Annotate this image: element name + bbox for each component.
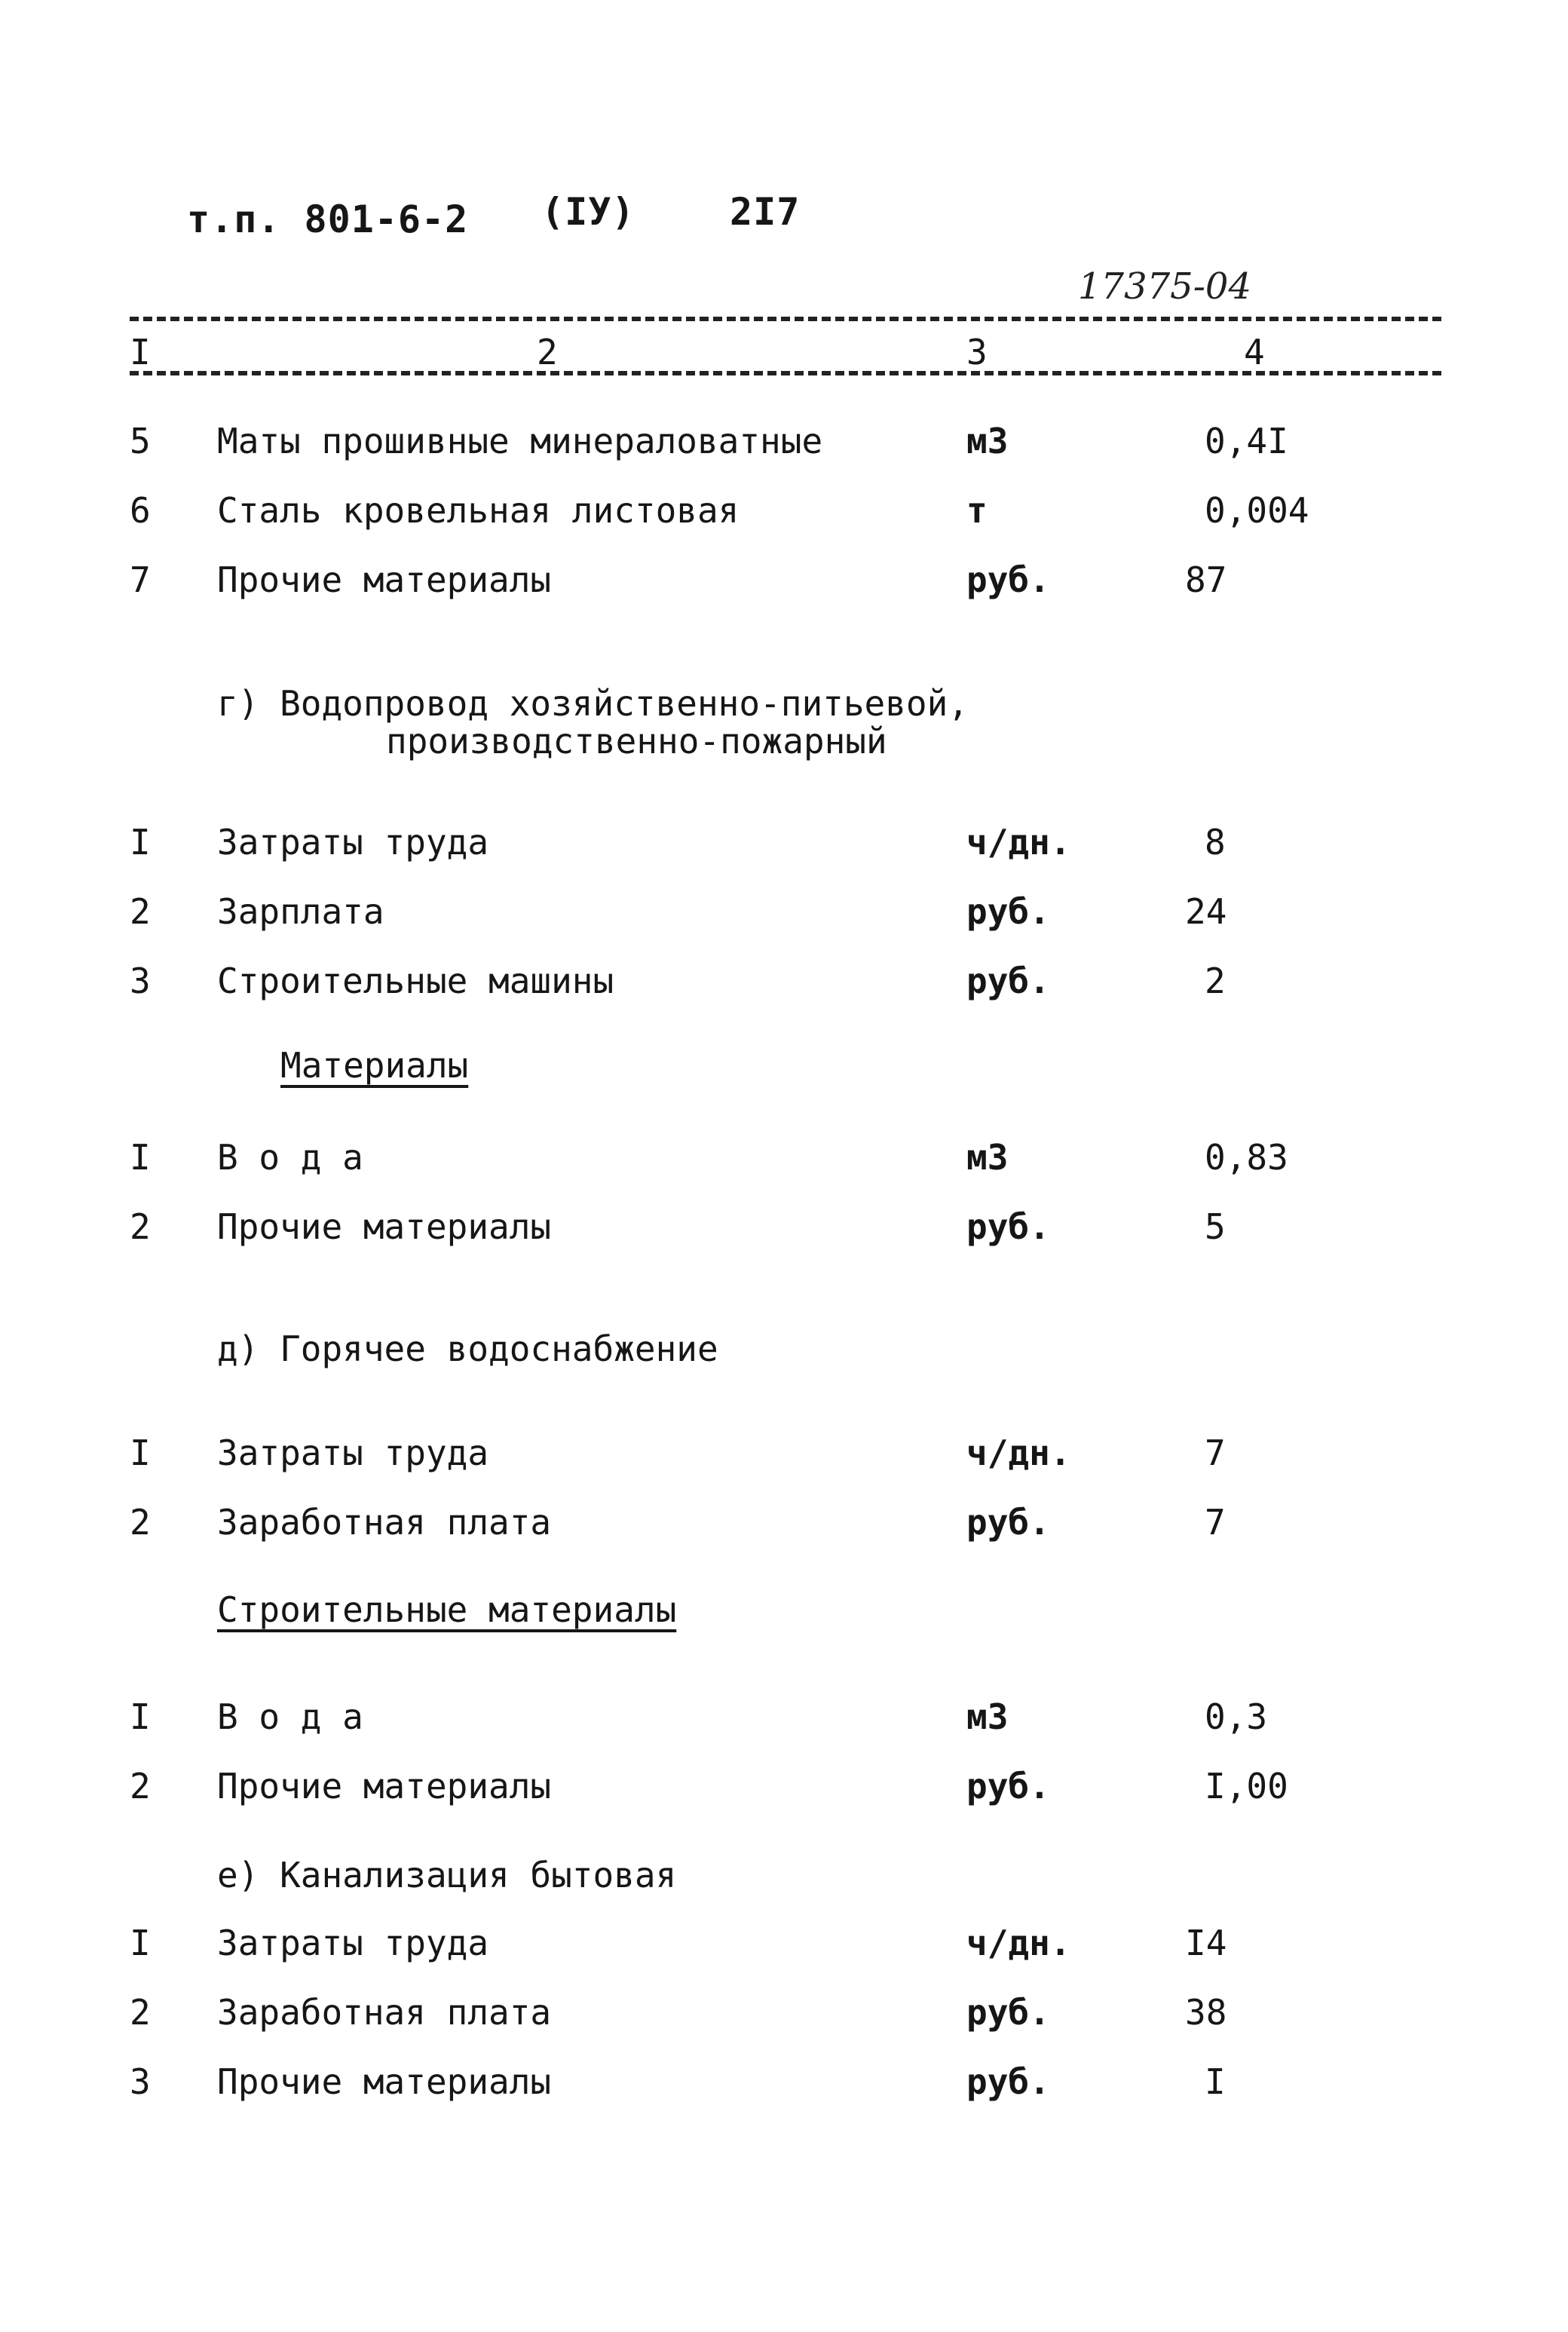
table-row [0,891,1568,944]
row-unit: руб. [966,1206,1050,1247]
row-unit: руб. [966,961,1050,1001]
table-row [0,1992,1568,2045]
doc-reference: т.п. 801-6-2 [187,198,469,241]
row-name: Затраты труда [217,1923,489,1963]
column-number-3: 3 [966,332,988,372]
row-name: В о д а [217,1137,363,1178]
row-name: Затраты труда [217,822,489,863]
row-unit: руб. [966,1992,1050,2033]
row-value: I [1205,2061,1226,2102]
table-row [0,1137,1568,1190]
row-unit: руб. [966,2061,1050,2102]
row-unit: руб. [966,559,1050,600]
row-unit: м3 [966,1696,1009,1737]
row-value: 7 [1205,1502,1226,1543]
column-number-1: I [130,332,151,372]
row-name: Прочие материалы [217,1766,552,1806]
row-number: 3 [130,2061,151,2102]
row-number: I [130,1433,151,1473]
row-unit: м3 [966,421,1009,461]
row-unit: ч/дн. [966,1923,1071,1963]
table-row [0,490,1568,543]
row-value: I4 [1185,1923,1227,1963]
row-unit: руб. [966,1502,1050,1543]
row-unit: руб. [966,1766,1050,1806]
row-number: 2 [130,891,151,932]
row-name: Заработная плата [217,1992,552,2033]
row-value: 2 [1205,961,1226,1001]
column-number-4: 4 [1244,332,1265,372]
table-row [0,1206,1568,1259]
row-unit: руб. [966,891,1050,932]
row-value: 8 [1205,822,1226,863]
row-name: Прочие материалы [217,2061,552,2102]
section-d-title: д) Горячее водоснабжение [217,1328,718,1369]
section-e-title: е) Канализация бытовая [217,1855,677,1895]
row-number: 2 [130,1206,151,1247]
row-value: 0,004 [1205,490,1309,531]
row-value: 87 [1185,559,1227,600]
row-name: Зарплата [217,891,384,932]
table-row [0,421,1568,473]
column-number-2: 2 [537,332,558,372]
row-value: 0,4I [1205,421,1288,461]
table-row [0,822,1568,875]
row-name: Маты прошивные минераловатные [217,421,823,461]
doc-part: (IУ) [541,190,635,234]
section-g-title-line2: производственно-пожарный [386,721,887,762]
row-number: I [130,1923,151,1963]
table-row [0,1502,1568,1555]
table-row [0,2061,1568,2114]
table-row [0,1766,1568,1819]
row-number: I [130,822,151,863]
section-g-title: г) Водопровод хозяйственно-питьевой, [217,683,969,724]
table-row [0,1923,1568,1975]
row-unit: ч/дн. [966,822,1071,863]
row-number: 3 [130,961,151,1001]
row-value: 24 [1185,891,1227,932]
table-row [0,1696,1568,1749]
row-name: Прочие материалы [217,559,552,600]
row-unit: ч/дн. [966,1433,1071,1473]
row-unit: т [966,490,988,531]
row-unit: м3 [966,1137,1009,1178]
row-number: 6 [130,490,151,531]
row-value: 0,83 [1205,1137,1288,1178]
row-value: 0,3 [1205,1696,1268,1737]
section-d-materials-title: Строительные материалы [217,1589,677,1630]
table-row [0,961,1568,1013]
row-value: 38 [1185,1992,1227,2033]
row-number: 2 [130,1766,151,1806]
row-number: 5 [130,421,151,461]
inventory-number: 17375-04 [1078,265,1251,308]
page-number: 2I7 [730,190,801,234]
row-number: 2 [130,1502,151,1543]
row-number: I [130,1137,151,1178]
row-name: Затраты труда [217,1433,489,1473]
row-name: Заработная плата [217,1502,552,1543]
row-number: 7 [130,559,151,600]
table-row [0,559,1568,612]
table-top-rule [130,317,1441,321]
row-value: 7 [1205,1433,1226,1473]
row-number: I [130,1696,151,1737]
row-name: Прочие материалы [217,1206,552,1247]
row-name: Сталь кровельная листовая [217,490,740,531]
table-header-rule [130,371,1441,375]
row-value: I,00 [1205,1766,1288,1806]
row-number: 2 [130,1992,151,2033]
row-value: 5 [1205,1206,1226,1247]
table-row [0,1433,1568,1485]
row-name: Строительные машины [217,961,614,1001]
section-g-materials-title: Материалы [280,1045,469,1086]
row-name: В о д а [217,1696,363,1737]
